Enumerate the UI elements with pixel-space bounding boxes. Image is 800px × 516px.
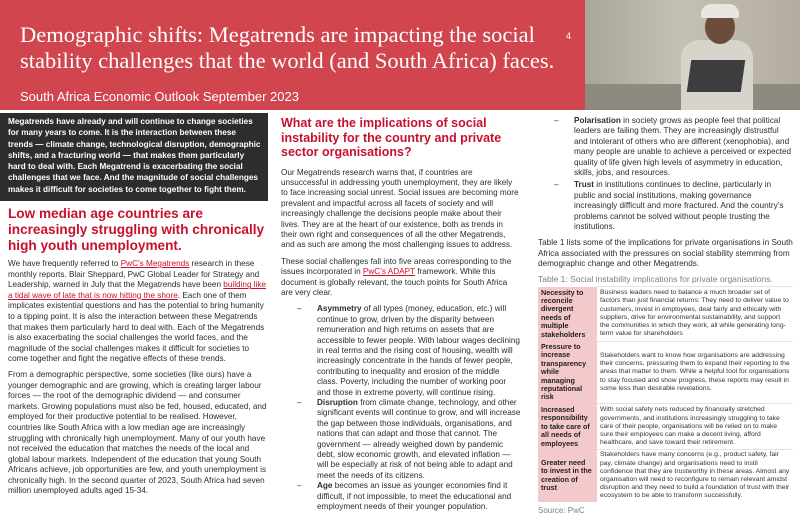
table-row-key: Pressure to increase transparency while managing reputational risk [538, 341, 597, 404]
list-item: – Asymmetry of all types (money, education, etc.) will continue to grow, driven by the disparity between remuneration and high returns on assets that are accessible to fewer people. With labour wages declining in real terms and the rising cost of housing, wealth will increasingly concentrate in the hands of fewer people, contributing to inequality and erosion of the middle class. Poverty, including the number of working poor and those in extreme poverty, will continue rising. [297, 304, 520, 397]
table-row-key: Necessity to reconcile divergent needs of multiple stakeholders [538, 287, 597, 341]
section-heading-implications: What are the implications of social instability for the country and private sector organisations? [281, 116, 502, 159]
table-intro-paragraph: Table 1 lists some of the implications for private organisations in South Africa associated with the pressures on social stability stemming from demographic change and other Megatrends. [538, 238, 793, 269]
page-title: Demographic shifts: Megatrends are impacting the social stability challenges that the world (and South Africa) faces. [20, 22, 555, 73]
middle-column [281, 116, 521, 513]
adapt-framework-link[interactable]: PwC’s ADAPT [362, 267, 415, 277]
table-caption: Table 1: Social instability implications for private organisations. [538, 273, 773, 284]
tidal-wave-link[interactable]: building like a tidal wave of late that is now hitting the shore [8, 280, 267, 300]
section-heading-youth-unemployment: Low median age countries are increasingly struggling with chronically high youth unemployment. [8, 206, 265, 253]
paragraph: We have frequently referred to PwC’s Megatrends research in these monthly reports. Blair Sheppard, PwC Global Leader for Strategy and Leadership, warned in July that the Megatrends have been building like a tidal wave of late that is now hitting the shore. Each one of them implicates existential questions and has the potential to bring humanity to a tipping point. It is also the interaction between these Megatrends that makes them particularly hard to deal with. Each of the Megatrends is also exacerbating the social challenges the world faces, and the magnitude of the social challenges makes it difficult for societies to come together and fight the negative effects of these trends. [8, 259, 267, 364]
right-column [538, 116, 793, 516]
table-row-value: Business leaders need to balance a much broader set of factors than just financial returns: They need to deliver value to customers, invest in employees, deal fairly and ethically with suppliers, drive for environmental sustainability, and support the communities in which they work, all while generating long-term value for shareholders [597, 287, 793, 341]
dash-bullet-icon: – [554, 116, 559, 125]
list-item: – Trust in institutions continues to decline, particularly in public and social institutions, making governance increasingly difficult and more fractured. And the country’s problems cannot be solved without people trusting the institutions. [554, 180, 784, 232]
implications-table [538, 286, 793, 502]
dash-bullet-icon: – [297, 398, 302, 408]
table-row-value: With social safety nets reduced by financially stretched governments, and institutions increasingly struggling to take care of their people, organisations will be relied on to make sure their employees can make a decent living, afford healthcare, and save toward their retirement. [597, 404, 793, 450]
header-photo [585, 0, 800, 110]
table-row [538, 450, 793, 502]
intro-summary-box [0, 113, 268, 201]
left-column [8, 206, 270, 502]
dash-bullet-icon: – [554, 180, 559, 190]
table-row-value: Stakeholders have many concerns (e.g., product safety, fair pay, climate change) and organisations need to instil confidence that they are trustworthy in these areas. Almost any organisation will need to reconfigure to remain relevant amidst disruption and they need to build a foundation of trust with their ecosystem to be able to transform successfully. [597, 450, 793, 502]
megatrends-link[interactable]: PwC’s Megatrends [120, 259, 190, 268]
table-row-key: Increased responsibility to take care of all needs of employees [538, 404, 597, 450]
report-subtitle: South Africa Economic Outlook September 2023 [20, 89, 299, 104]
table-row [538, 404, 793, 450]
page-number: 4 [566, 31, 572, 41]
paragraph: From a demographic perspective, some societies (like ours) have a younger demographic and are growing, which is creating larger labour forces — the root of the demographic dividend — and consumer markets. Growing populations must also be fed, housed, educated, and employed for their productive potential to be realised. However, countries like South Africa with a low median age are increasingly struggling with chronically high unemployment. Many of our youth have not received the education that matches the needs of the local and global labour markets. Independent of the education that young South Africans achieve, job opportunities are few, and youth unemployment is chronically high. In the second quarter of 2023, South Africa had seven million unemployed adults aged 15-34. [8, 369, 267, 496]
table-row-value: Stakeholders want to know how organisations are addressing their concerns, pressuring them to expand their reporting to the areas that matter to them. While a helpful tool for organisations to stay focused and show progress, these reports may result in some less than desirable revelations. [597, 341, 793, 404]
table-row-key: Greater need to invest in the creation of trust [538, 450, 597, 502]
table-row [538, 287, 793, 341]
paragraph: These social challenges fall into five areas corresponding to the issues incorporated in PwC’s ADAPT framework. While this document is globally relevant, the touch points for South Africa are very clear. [281, 256, 512, 297]
list-item: – Polarisation in society grows as people feel that political leaders are failing them. They are increasingly distrustful and intolerant of others who are different (xenophobia), and many people are unable to achieve a perceived or expected quality of life given high levels of asymmetry in education, skills, jobs, and resources. [554, 116, 792, 178]
intro-text: Megatrends have already and will continue to change societies for many years to come. It is the interaction between these trends — climate change, technological disruption, demographic shifts, and a fracturing world — that makes them particularly hard to deal with. Each Megatrend is exacerbating the social challenges that we face. And the magnitude of social challenges makes it difficult for societies to come together to fight them. [8, 117, 261, 194]
table-row [538, 341, 793, 404]
paragraph: Our Megatrends research warns that, if countries are unsuccessful in addressing youth unemployment, they are likely to face increasing social unrest. Social issues are becoming more prevalent and impactful across all facets of society and will increasingly challenge the decisions people make about their lives. They are at the heart of our existence, both as trends in their own right and consequences of all the other Megatrends, and as such are among the most challenging issues to address. [281, 167, 519, 250]
list-item: – Age becomes an issue as younger economies find it difficult, if not impossible, to meet the educational and employment needs of their younger population. [297, 481, 512, 512]
dash-bullet-icon: – [297, 481, 302, 491]
dash-bullet-icon: – [297, 304, 302, 314]
table-source: Source: PwC [538, 505, 585, 515]
list-item: – Disruption from climate change, technology, and other significant events will continue to grow, and will increase the gap between those individuals, organisations, and nations that can adapt and those that cannot. The government — already weighed down by pandemic debt, slow economic growth, and elevated inflation — will be especially at risk of not being able to adapt and meet the needs of its citizens. [297, 398, 521, 480]
